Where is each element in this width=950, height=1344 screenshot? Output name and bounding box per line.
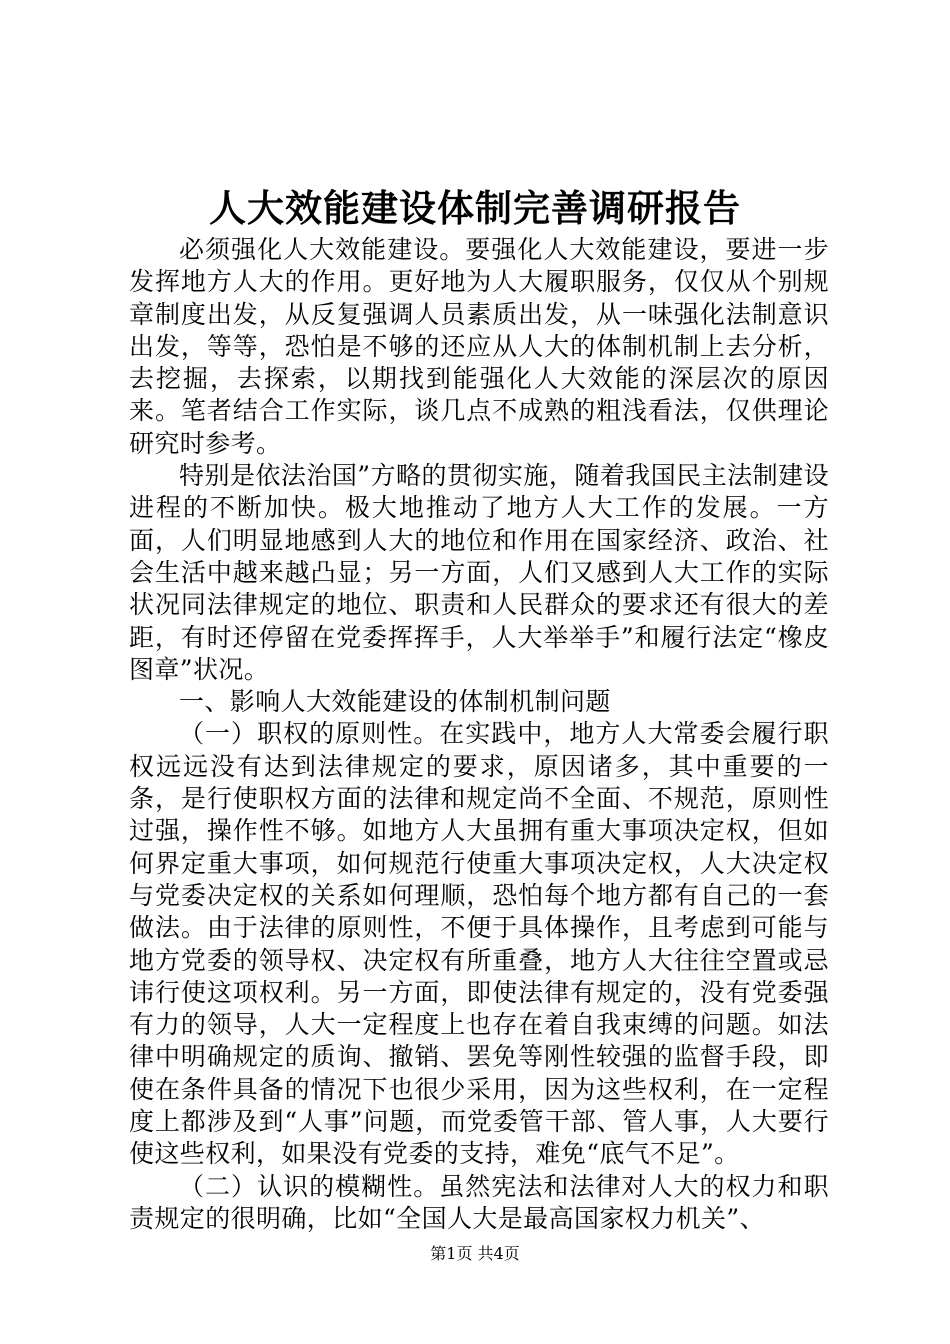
document-body <box>129 234 829 1235</box>
page-footer: 第1页 共4页 <box>430 1244 520 1263</box>
document-title: 人大效能建设体制完善调研报告 <box>209 186 741 230</box>
paragraph-intro: 必须强化人大效能建设。要强化人大效能建设，要进一步发挥地方人大的作用。更好地为人大履职服务，仅仅从个别规章制度出发，从反复强调人员素质出发，从一味强化法制意识出发，等等，恐怕是不够的还应从人大的体制机制上去分析，去挖掘，去探索，以期找到能强化人大效能的深层次的原因来。笔者结合工作实际，谈几点不成熟的粗浅看法，仅供理论研究时参考。 <box>129 235 829 458</box>
paragraph-subsection-1: （一）职权的原则性。在实践中，地方人大常委会履行职权远远没有达到法律规定的要求，原因诸多，其中重要的一条，是行使职权方面的法律和规定尚不全面、不规范，原则性过强，操作性不够。如地方人大虽拥有重大事项决定权，但如何界定重大事项，如何规范行使重大事项决定权，人大决定权与党委决定权的关系如何理顺，恐怕每个地方都有自己的一套做法。由于法律的原则性，不便于具体操作，且考虑到可能与地方党委的领导权、决定权有所重叠，地方人大往往空置或忌讳行使这项权利。另一方面，即使法律有规定的，没有党委强有力的领导，人大一定程度上也存在着自我束缚的问题。如法律中明确规定的质询、撤销、罢免等刚性较强的监督手段，即使在条件具备的情况下也很少采用，因为这些权利，在一定程度上都涉及到“人事”问题，而党委管干部、管人事，人大要行使这些权利，如果没有党委的支持，难免“底气不足”。 <box>129 719 829 1169</box>
paragraph-subsection-2: （二）认识的模糊性。虽然宪法和法律对人大的权力和职责规定的很明确，比如“全国人大是最高国家权力机关”、 <box>129 1171 829 1233</box>
paragraph-background: 特别是依法治国”方略的贯彻实施，随着我国民主法制建设进程的不断加快。极大地推动了地方人大工作的发展。一方面，人们明显地感到人大的地位和作用在国家经济、政治、社会生活中越来越凸显；另一方面，人们又感到人大工作的实际状况同法律规定的地位、职责和人民群众的要求还有很大的差距，有时还停留在党委挥挥手，人大举举手”和履行法定“橡皮图章”状况。 <box>129 461 829 684</box>
section-heading: 一、影响人大效能建设的体制机制问题 <box>179 687 611 717</box>
